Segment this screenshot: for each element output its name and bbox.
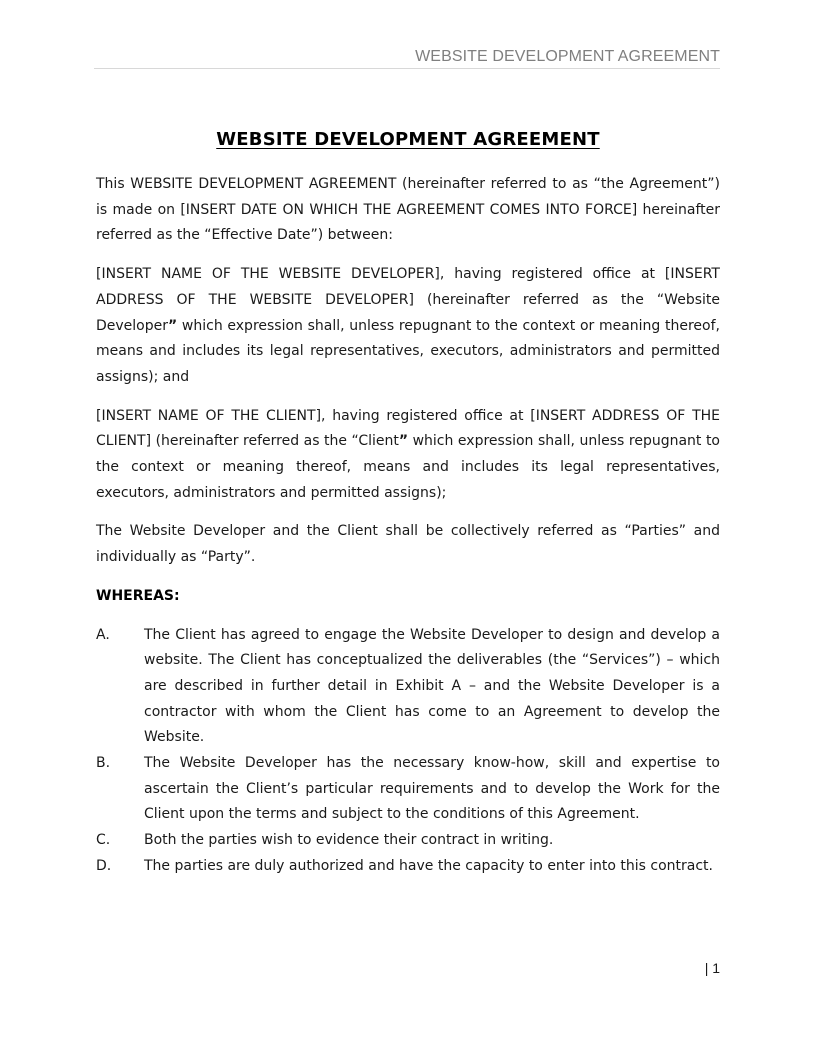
recitals-list [96, 623, 720, 880]
recital-text: The parties are duly authorized and have the capacity to enter into this contract. [144, 857, 713, 874]
recital-item [96, 854, 720, 880]
recital-item [96, 828, 720, 854]
recital-text: Both the parties wish to evidence their contract in writing. [144, 832, 554, 849]
party-developer-paragraph [96, 262, 720, 391]
document-title: WEBSITE DEVELOPMENT AGREEMENT [216, 129, 600, 150]
page-header [94, 47, 720, 69]
party-developer-text-after: which expression shall, unless repugnant to the context or meaning thereof, means and includes its legal representatives, executors, administrators and permitted assigns); and [96, 317, 720, 385]
recital-letter: D. [96, 857, 112, 874]
intro-paragraph: This WEBSITE DEVELOPMENT AGREEMENT (hereinafter referred to as “the Agreement”) is made on [INSERT DATE ON WHICH THE AGREEMENT COMES INTO FORCE] hereinafter referred as the “Effective Date”) between: [96, 176, 720, 244]
party-developer-closing-quote: ” [168, 317, 178, 334]
party-client-closing-quote: ” [398, 433, 409, 450]
document-body [96, 172, 720, 880]
recital-item [96, 751, 720, 828]
recital-text: The Client has agreed to engage the Website Developer to design and develop a website. The Client has conceptualized the deliverables (the “Services”) – which are described in further detail in Exhibit A – and the Website Developer is a contractor with whom the Client has come to an Agreement to develop the Website. [144, 626, 720, 746]
recital-letter: B. [96, 755, 111, 772]
party-developer-text-before: [INSERT NAME OF THE WEBSITE DEVELOPER], having registered office at [INSERT ADDRESS OF THE WEBSITE DEVELOPER] (hereinafter referred as the “Website Developer [96, 266, 720, 334]
party-client-paragraph [96, 404, 720, 507]
recital-letter: A. [96, 626, 110, 643]
recital-letter: C. [96, 832, 111, 849]
recital-item [96, 623, 720, 752]
whereas-heading: WHEREAS: [96, 587, 180, 604]
party-client-text-before: [INSERT NAME OF THE CLIENT], having registered office at [INSERT ADDRESS OF THE CLIENT] (hereinafter referred as the “Client [96, 407, 720, 450]
page-number: | 1 [704, 960, 720, 976]
parties-definition-paragraph: The Website Developer and the Client shall be collectively referred as “Parties” and individually as “Party”. [96, 523, 720, 566]
party-client-text-after: which expression shall, unless repugnant to the context or meaning thereof, means and includes its legal representatives, executors, administrators and permitted assigns); [96, 433, 720, 501]
recital-text: The Website Developer has the necessary know-how, skill and expertise to ascertain the Client’s particular requirements and to develop the Work for the Client upon the terms and subject to the conditions of this Agreement. [144, 755, 720, 823]
running-header-title: WEBSITE DEVELOPMENT AGREEMENT [415, 48, 720, 65]
